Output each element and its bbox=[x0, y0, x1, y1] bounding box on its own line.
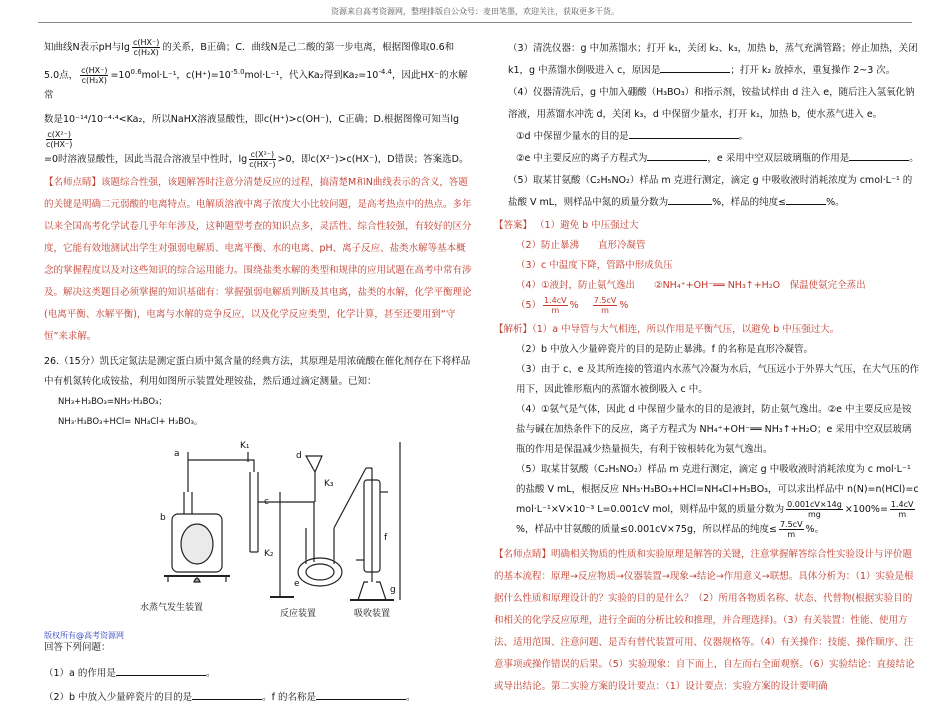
answer-5 bbox=[494, 296, 920, 316]
numerator: 7.5cV bbox=[779, 520, 803, 529]
analysis-line-4 bbox=[44, 150, 472, 170]
equation-1: NH₃+H₃BO₃=NH₃·H₃BO₃； bbox=[58, 397, 167, 408]
sub-question-4: （4）仪器清洗后，g 中加入硼酸（H₃BO₃）和指示剂，铵盐试样由 d 注入 e，随后注入氢氧化钠溶液，用蒸馏水冲洗 d，关闭 k₃，d 中保留少量水，打开 k₁，加热 b，使水蒸气进入 e。 bbox=[508, 87, 915, 120]
numerator: c(HX⁻) bbox=[81, 66, 108, 76]
label-e: e bbox=[294, 579, 300, 590]
mingshi-note-2 bbox=[494, 544, 920, 698]
answer-4: （4）①液封，防止氨气逸出 ②NH₄⁺+OH⁻══ NH₃↑+H₂O 保温使氨完全蒸出 bbox=[516, 280, 866, 291]
text: % bbox=[619, 300, 629, 311]
fraction-hx-h2x bbox=[132, 38, 160, 57]
text: （2）b 中放入少量碎瓷片的目的是 bbox=[44, 692, 193, 704]
label-d: d bbox=[296, 451, 302, 462]
jiexi-5 bbox=[494, 460, 920, 540]
text: ，e 采用中空双层玻璃瓶的作用是 bbox=[707, 153, 850, 164]
sub-question-2 bbox=[44, 688, 472, 708]
text: 。f 的名称是 bbox=[262, 692, 316, 704]
label-k3: K₃ bbox=[324, 479, 334, 490]
numerator: c(X²⁻) bbox=[250, 150, 275, 160]
right-column bbox=[494, 38, 920, 698]
answer-blank bbox=[668, 194, 712, 205]
text: 数是10⁻¹⁴/10⁻⁴·⁴<Ka₂，所以NaHX溶液显酸性，即c(H⁺)>c(OH⁻)，C正确；D.根据图像可知当lg bbox=[44, 114, 460, 126]
left-column bbox=[44, 38, 472, 708]
answer-blank bbox=[849, 150, 909, 161]
text: %，样品的纯度≤ bbox=[712, 197, 787, 208]
text: （3）清洗仪器：g 中加蒸馏水；打开 k₁，关闭 k₂、k₃，加热 b，蒸气充满管路；停止加热，关闭 k1，g 中蒸馏水倒吸进入 c，原因是 bbox=[508, 43, 918, 76]
text: （5）取某甘氨酸（C₂H₅NO₂）样品 m 克进行测定，滴定 g 中吸收液时消耗浓度为 c mol·L⁻¹ 的盐酸 V mL，根据反应 NH₃·H₃BO₃+HCl=NH₄Cl+H₃BO₃，可以求出样品中 n(N)=n(HCl)=c mol·L⁻¹×V×10⁻³ L=0.001cV mol，则样品中氮的质量分数为 bbox=[516, 464, 919, 515]
apparatus-diagram bbox=[44, 432, 472, 620]
text: mol·L⁻¹，c(H⁺)=10 bbox=[141, 70, 231, 82]
label-a: a bbox=[174, 449, 180, 460]
note-body: 明确相关物质的性质和实验原理是解答的关键，注意掌握解答综合性实验设计与评价题的基本流程：原理→反应物质→仪器装置→现象→结论→作用意义→联想。具体分析为：（1）实验是根据什么性质和原理设计的？实验的目的是什么？（2）所用各物质名称、状态、代替物(根据实验目的和相关的化学反应原理，进行全面的分析比较和推理，并合理选择)。（3）有关装置：性能、使用方法、适用范围、注意问题、是否有替代装置可用、仪器规格等。（4）有关操作：技能、操作顺序、注意事项或操作错误的后果。（5）实验现象：自下而上，自左而右全面观察。（6）实验结论：直接结论或导出结论。第二实验方案的设计要点：（1）设计要点：实验方案的设计要明确 bbox=[494, 549, 915, 692]
jiexi-1 bbox=[494, 320, 920, 340]
text: ，因此HX⁻的水解常 bbox=[44, 70, 468, 102]
text: %。 bbox=[805, 524, 825, 535]
answer-2: （2）防止暴沸 直形冷凝管 bbox=[516, 240, 646, 251]
exponent: -5.0 bbox=[230, 68, 245, 76]
answer-blank bbox=[660, 62, 730, 73]
text: 5.0点， bbox=[44, 70, 79, 82]
fraction-hx-h2x-2 bbox=[80, 66, 108, 85]
header-divider bbox=[38, 22, 912, 23]
denominator: mg bbox=[808, 510, 821, 519]
label-b: b bbox=[160, 513, 166, 524]
analysis-line-2 bbox=[44, 62, 472, 106]
text: ①d 中保留少量水的目的是 bbox=[516, 131, 629, 142]
answer-prompt: 回答下列问题： bbox=[44, 642, 111, 654]
denominator: c(HX⁻) bbox=[46, 140, 73, 150]
denominator: c(H₂X) bbox=[133, 48, 159, 57]
answer-blank bbox=[647, 150, 707, 161]
numerator: 1.4cV bbox=[544, 296, 567, 305]
exponent: -4.4 bbox=[378, 68, 392, 76]
answer-blank bbox=[629, 128, 739, 139]
note-body: 该题综合性强，该题解答时注意分清楚反应的过程，搞清楚M和N曲线表示的含义，答题的关键是明确二元弱酸的电离特点。电解质溶液中离子浓度大小比较问题，是高考热点中的热点。多年以来全国高考化学试卷几乎年年涉及，这种题型考查的知识点多，灵活性、综合性较强，有较好的区分度，它能有效地测试出学生对强弱电解质、电离平衡、水的电离、pH、离子反应、盐类水解等基本概念的掌握程度以及对这些知识的综合运用能力。围绕盐类水解的类型和规律的应用试题在高考中常有涉及。解决这类题目必须掌握的知识基础有：掌握强弱电解质判断及其电离，盐类的水解，化学平衡理论(电离平衡、水解平衡)，电离与水解的竞争反应，以及化学反应类型，化学计算，甚至还要用到“守恒”来求解。 bbox=[44, 177, 472, 343]
denominator: m bbox=[787, 530, 796, 539]
text: 。 bbox=[405, 692, 416, 704]
fraction-x2-hx bbox=[46, 130, 72, 149]
page-footer: 版权所有@高考资源网 bbox=[44, 631, 124, 640]
numerator: c(HX⁻) bbox=[132, 38, 160, 47]
apparatus-drawing bbox=[44, 432, 472, 612]
jiexi-fraction-3 bbox=[779, 520, 804, 539]
jiexi-fraction-1 bbox=[786, 500, 843, 519]
answer-blank bbox=[316, 689, 406, 700]
text: ；打开 k₂ 放掉水，重复操作 2~3 次。 bbox=[730, 65, 896, 76]
exponent: 0.6 bbox=[130, 68, 142, 76]
jiexi-4: （4）①氨气是气体，因此 d 中保留少量水的目的是液封，防止氨气逸出。②e 中主要反应是铵盐与碱在加热条件下的反应，离子方程式为 NH₄⁺+OH⁻══ NH₃↑+H₂O；e 采用中空双层玻璃瓶的作用是保温减少热量损失，有利于铵根转化为氨气逸出。 bbox=[516, 404, 912, 455]
mingshi-note bbox=[44, 172, 472, 348]
answer-blank bbox=[192, 689, 262, 700]
answer-title: 【答案】 bbox=[494, 220, 533, 231]
jiexi-fraction-2 bbox=[890, 500, 915, 519]
sub-question-5 bbox=[494, 170, 920, 214]
note-title: 【名师点睛】 bbox=[494, 549, 552, 560]
label-steam-generator: 水蒸气发生装置 bbox=[140, 603, 204, 614]
analysis-line-1 bbox=[44, 38, 472, 58]
jiexi-2: （2）b 中放入少量碎瓷片的目的是防止暴沸。f 的名称是直形冷凝管。 bbox=[516, 344, 813, 355]
denominator: c(H₂X) bbox=[81, 76, 107, 86]
analysis-line-3 bbox=[44, 110, 472, 150]
text: 。 bbox=[738, 131, 749, 142]
text: =10 bbox=[110, 70, 131, 82]
jiexi-title: 【解析】 bbox=[494, 324, 533, 335]
label-reaction-apparatus: 反应装置 bbox=[280, 609, 317, 620]
label-k1: K₁ bbox=[240, 441, 250, 452]
numerator: c(X²⁻) bbox=[47, 130, 71, 140]
answer-fraction-2 bbox=[593, 296, 618, 315]
answer-3: （3）c 中温度下降，管路中形成负压 bbox=[516, 260, 673, 271]
numerator: 7.5cV bbox=[593, 296, 617, 305]
text: >0，即c(X²⁻)>c(HX⁻)，D错误；答案选D。 bbox=[277, 154, 469, 166]
sub-question-3 bbox=[494, 38, 920, 82]
answer-fraction-1 bbox=[543, 296, 568, 315]
text: （1）a 的作用是 bbox=[44, 668, 116, 680]
answer-1: （1）避免 b 中压强过大 bbox=[535, 220, 639, 231]
text: =0时溶液显酸性，因此当混合溶液呈中性时，lg bbox=[44, 154, 248, 166]
label-f: f bbox=[384, 533, 388, 544]
text: % bbox=[569, 300, 579, 311]
question-26: 26.（15分）凯氏定氮法是测定蛋白质中氮含量的经典方法，其原理是用浓硫酸在催化剂存在下将样品中有机氮转化成铵盐，利用如图所示装置处理铵盐，然后通过滴定测量。已知： bbox=[44, 356, 471, 388]
sub-question-4-2 bbox=[494, 148, 920, 170]
text: 知曲线N表示pH与lg bbox=[44, 42, 130, 53]
text: 。 bbox=[909, 153, 919, 164]
sub-question-4-1 bbox=[494, 126, 920, 148]
numerator: 1.4cV bbox=[890, 500, 914, 509]
text: %。 bbox=[826, 197, 845, 208]
note-title: 【名师点睛】 bbox=[44, 177, 102, 189]
text: （5）取某甘氨酸（C₂H₅NO₂）样品 m 克进行测定，滴定 g 中吸收液时消耗浓度为 cmol·L⁻¹ 的盐酸 V mL，则样品中氮的质量分数为 bbox=[508, 175, 913, 208]
denominator: m bbox=[898, 510, 907, 519]
answer-blank bbox=[786, 194, 826, 205]
page-header: 资源来自高考资源网，整理排版自公众号：麦田笔墨，欢迎关注，获取更多干货。 bbox=[331, 7, 619, 16]
text: ②e 中主要反应的离子方程式为 bbox=[516, 153, 648, 164]
text: 。 bbox=[205, 668, 216, 680]
denominator: m bbox=[551, 306, 560, 315]
jiexi-3: （3）由于 c、e 及其所连接的管道内水蒸气冷凝为水后，气压远小于外界大气压，在大气压的作用下，因此锥形瓶内的蒸馏水被倒吸入 c 中。 bbox=[516, 364, 920, 395]
label-absorption-apparatus: 吸收装置 bbox=[354, 609, 391, 620]
denominator: c(HX⁻) bbox=[249, 160, 276, 170]
text: （1）a 中导管与大气相连，所以作用是平衡气压，以避免 b 中压强过大。 bbox=[532, 324, 840, 335]
text: %，样品中甘氨酸的质量≤0.001cV×75g，所以样品的纯度≤ bbox=[516, 524, 777, 535]
text: ×100%= bbox=[844, 504, 888, 515]
fraction-x2-hx-2 bbox=[249, 150, 275, 169]
numerator: 0.001cV×14g bbox=[787, 500, 842, 509]
denominator: m bbox=[601, 306, 609, 315]
sub-question-1 bbox=[44, 664, 472, 684]
text: mol·L⁻¹，代入Ka₂得到Ka₂=10 bbox=[244, 70, 379, 82]
label-c: c bbox=[264, 497, 269, 508]
answer-blank bbox=[116, 665, 206, 676]
label-g: g bbox=[390, 585, 396, 596]
equation-2: NH₃·H₃BO₃+HCl= NH₄Cl+ H₃BO₃。 bbox=[58, 417, 203, 428]
text: （5） bbox=[516, 300, 542, 311]
text: 的关系，B正确；C．曲线N是己二酸的第一步电离，根据图像取0.6和 bbox=[162, 42, 455, 53]
label-k2: K₂ bbox=[264, 549, 274, 560]
